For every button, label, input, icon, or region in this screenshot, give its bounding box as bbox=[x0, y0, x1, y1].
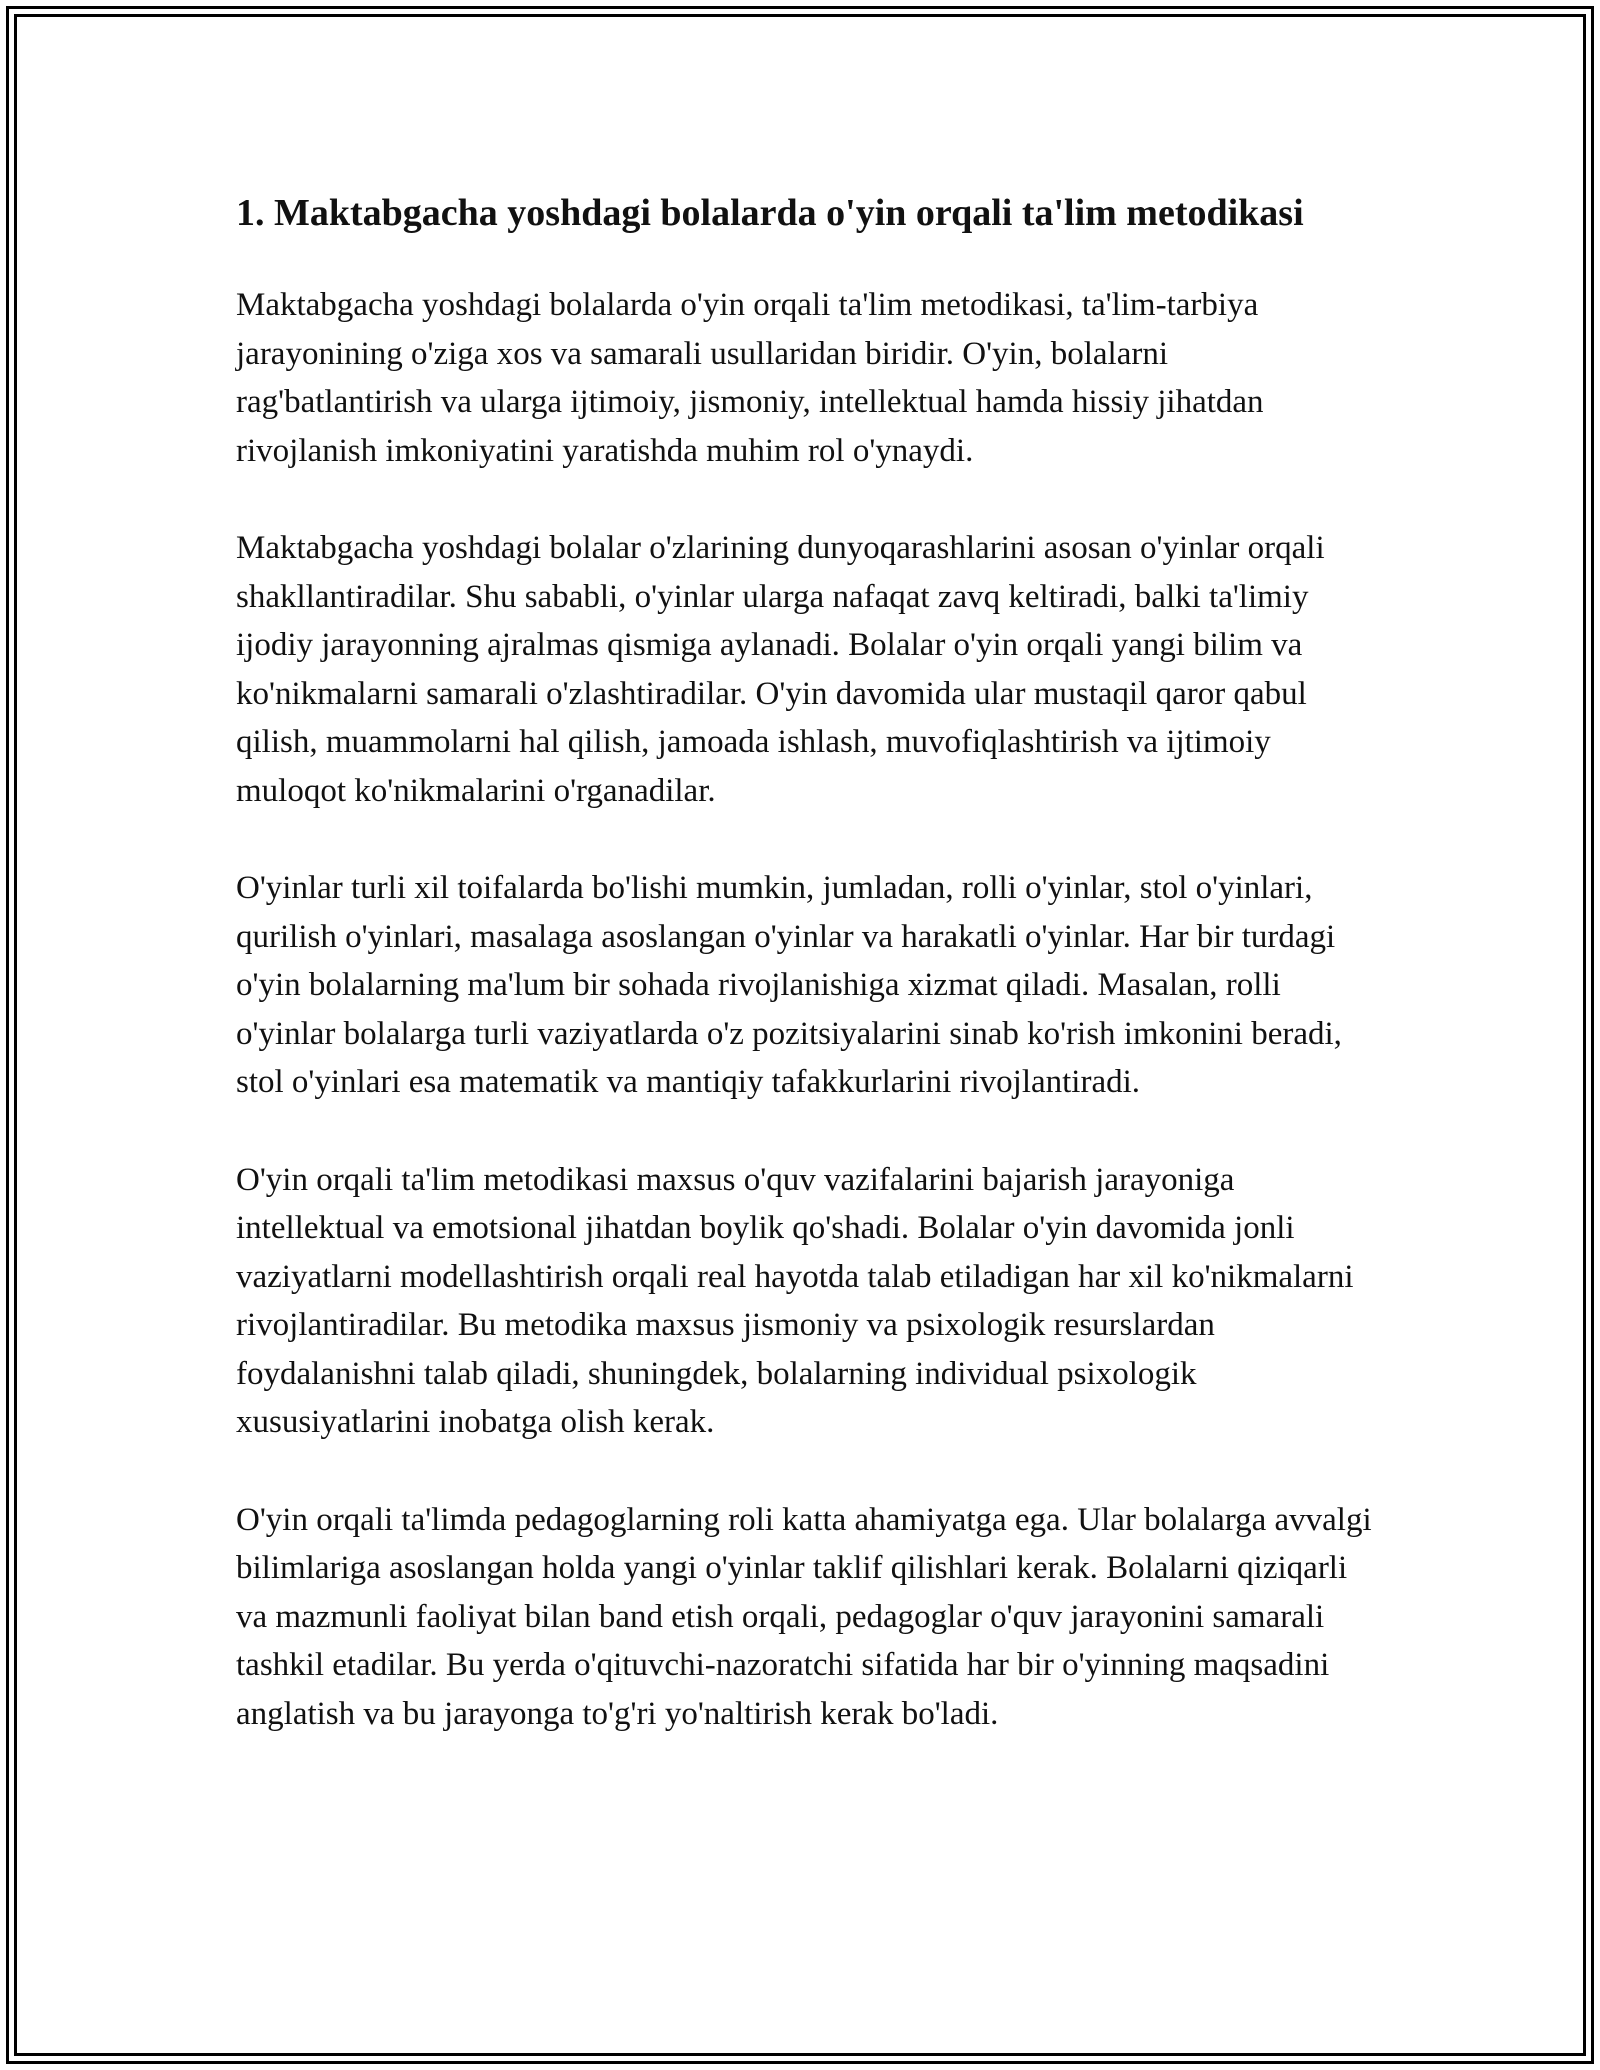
document-body bbox=[236, 186, 1372, 1738]
paragraph-3: O'yinlar turli xil toifalarda bo'lishi mumkin, jumladan, rolli o'yinlar, stol o'yinlari, qurilish o'yinlari, masalaga asoslangan o'yinlar va harakatli o'yinlar. Har bir turdagi o'yin bolalarning ma'lum bir sohada rivojlanishiga xizmat qiladi. Masalan, rolli o'yinlar bolalarga turli vaziyatlarda o'z pozitsiyalarini sinab ko'rish imkonini beradi, stol o'yinlari esa matematik va mantiqiy tafakkurlarini rivojlantiradi. bbox=[236, 870, 1342, 1100]
paragraph-5: O'yin orqali ta'limda pedagoglarning roli katta ahamiyatga ega. Ular bolalarga avvalgi bilimlariga asoslangan holda yangi o'yinlar taklif qilishlari kerak. Bolalarni qiziqarli va mazmunli faoliyat bilan band etish orqali, pedagoglar o'quv jarayonini samarali tashkil etadilar. Bu yerda o'qituvchi-nazoratchi sifatida har bir o'yinning maqsadini anglatish va bu jarayonga to'g'ri yo'naltirish kerak bo'ladi. bbox=[236, 1501, 1372, 1732]
paragraph-4: O'yin orqali ta'lim metodikasi maxsus o'quv vazifalarini bajarish jarayoniga intellektual va emotsional jihatdan boylik qo'shadi. Bolalar o'yin davomida jonli vaziyatlarni modellashtirish orqali real hayotda talab etiladigan har xil ko'nikmalarni rivojlantiradilar. Bu metodika maxsus jismoniy va psixologik resurslardan foydalanishni talab qiladi, shuningdek, bolalarning individual psixologik xususiyatlarini inobatga olish kerak. bbox=[236, 1161, 1354, 1440]
paragraph-2: Maktabgacha yoshdagi bolalar o'zlarining dunyoqarashlarini asosan o'yinlar orqali shakllantiradilar. Shu sababli, o'yinlar ularga nafaqat zavq keltiradi, balki ta'limiy ijodiy jarayonning ajralmas qismiga aylanadi. Bolalar o'yin orqali yangi bilim va ko'nikmalarni samarali o'zlashtiradilar. O'yin davomida ular mustaqil qaror qabul qilish, muammolarni hal qilish, jamoada ishlash, muvofiqlashtirish va ijtimoiy muloqot ko'nikmalarini o'rganadilar. bbox=[236, 530, 1325, 809]
document-title: 1. Maktabgacha yoshdagi bolalarda o'yin orqali ta'lim metodikasi bbox=[236, 192, 1304, 234]
paragraph-1: Maktabgacha yoshdagi bolalarda o'yin orqali ta'lim metodikasi, ta'lim-tarbiya jarayonining o'ziga xos va samarali usullaridan biridir. O'yin, bolalarni rag'batlantirish va ularga ijtimoiy, jismoniy, intellektual hamda hissiy jihatdan rivojlanish imkoniyatini yaratishda muhim rol o'ynaydi. bbox=[236, 287, 1264, 469]
